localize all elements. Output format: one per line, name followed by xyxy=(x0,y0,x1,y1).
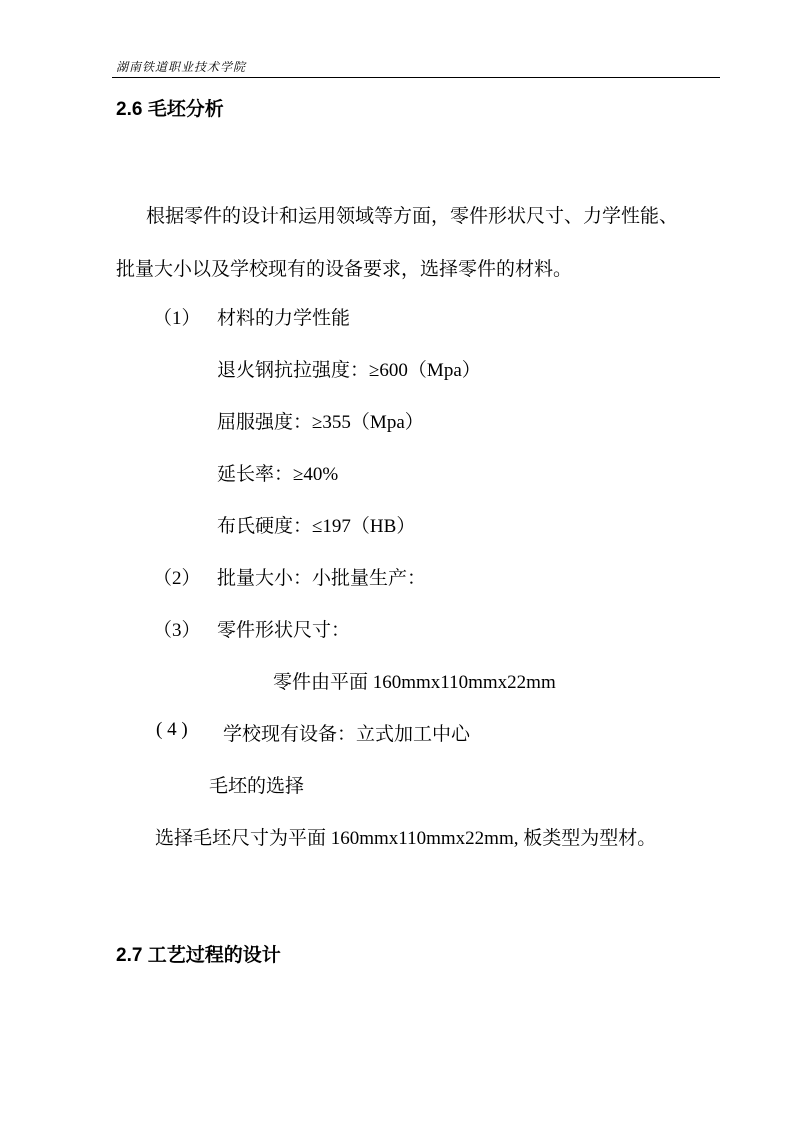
header-divider xyxy=(112,77,720,78)
section-heading-2-7: 2.7 工艺过程的设计 xyxy=(116,945,281,966)
item-3-number: （3） xyxy=(153,620,201,641)
item-4-label: 学校现有设备：立式加工中心 xyxy=(223,724,471,745)
intro-paragraph-line-2: 批量大小以及学校现有的设备要求，选择零件的材料。 xyxy=(116,259,573,280)
item-3-detail: 零件由平面 160mmx110mmx22mm xyxy=(273,672,556,693)
item-1-number: （1） xyxy=(153,308,201,329)
item-3-label: 零件形状尺寸： xyxy=(217,620,351,641)
item-2-label: 批量大小：小批量生产： xyxy=(217,568,427,589)
item-2-number: （2） xyxy=(153,568,201,589)
property-elongation: 延长率：≥40% xyxy=(217,464,339,485)
property-tensile-strength: 退火钢抗拉强度：≥600（Mpa） xyxy=(217,360,481,381)
blank-choice-title: 毛坯的选择 xyxy=(209,776,305,797)
item-1-label: 材料的力学性能 xyxy=(217,308,351,329)
blank-choice-text: 选择毛坯尺寸为平面 160mmx110mmx22mm, 板类型为型材。 xyxy=(155,828,657,849)
intro-paragraph-line-1: 根据零件的设计和运用领域等方面，零件形状尺寸、力学性能、 xyxy=(146,206,679,227)
property-yield-strength: 屈服强度：≥355（Mpa） xyxy=(217,412,424,433)
section-heading-2-6: 2.6 毛坯分析 xyxy=(116,99,224,120)
item-4-number: ( 4 ) xyxy=(156,719,188,740)
page-header-school-name: 湖南铁道职业技术学院 xyxy=(116,60,247,74)
property-brinell-hardness: 布氏硬度：≤197（HB） xyxy=(217,516,416,537)
